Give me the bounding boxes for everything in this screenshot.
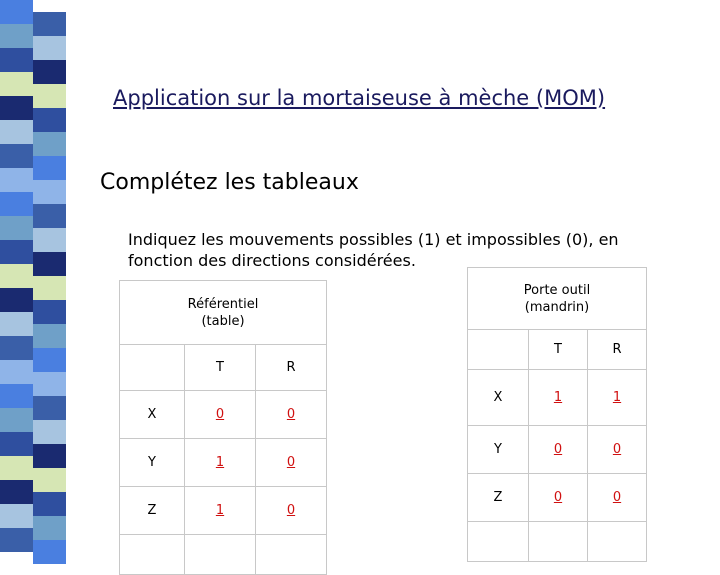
table-corner-cell — [120, 345, 185, 391]
table-header — [120, 281, 327, 345]
strip-tile — [33, 516, 66, 540]
strip-tile — [0, 408, 33, 432]
strip-tile — [0, 240, 33, 264]
table-porte-outil — [467, 267, 647, 562]
strip-tile — [33, 12, 66, 36]
strip-tile — [33, 348, 66, 372]
table-header — [468, 268, 647, 330]
strip-tile — [33, 204, 66, 228]
strip-tile — [0, 504, 33, 528]
strip-tile — [0, 24, 33, 48]
table-row — [120, 391, 327, 439]
strip-tile — [33, 468, 66, 492]
table-row — [468, 370, 647, 426]
strip-tile — [0, 96, 33, 120]
row-label: Y — [120, 439, 185, 487]
strip-tile — [0, 312, 33, 336]
strip-tile — [33, 444, 66, 468]
table-row — [120, 487, 327, 535]
cell-value[interactable]: 1 — [529, 370, 588, 426]
strip-tile — [0, 0, 33, 24]
cell-value[interactable]: 0 — [529, 426, 588, 474]
strip-tile — [0, 288, 33, 312]
strip-tile — [0, 360, 33, 384]
strip-tile — [33, 324, 66, 348]
slide-title: Application sur la mortaiseuse à mèche (MOM) — [113, 86, 606, 110]
strip-tile — [33, 420, 66, 444]
strip-tile — [0, 456, 33, 480]
strip-tile — [33, 180, 66, 204]
row-label: X — [120, 391, 185, 439]
slide-subtitle: Complétez les tableaux — [100, 170, 359, 195]
strip-tile — [33, 132, 66, 156]
strip-tile — [0, 48, 33, 72]
strip-tile — [0, 168, 33, 192]
strip-tile — [33, 84, 66, 108]
strip-tile — [33, 300, 66, 324]
strip-tile — [33, 372, 66, 396]
cell-value[interactable]: 0 — [256, 439, 327, 487]
strip-tile — [33, 108, 66, 132]
row-label: Z — [468, 474, 529, 522]
strip-tile — [33, 396, 66, 420]
table-row — [468, 474, 647, 522]
strip-tile — [0, 432, 33, 456]
cell-value[interactable]: 0 — [256, 391, 327, 439]
header-text: Référentiel (table) — [187, 296, 259, 329]
strip-tile — [0, 384, 33, 408]
decorative-strip — [0, 0, 70, 540]
header-text: Porte outil (mandrin) — [523, 282, 591, 315]
table-corner-cell — [468, 330, 529, 370]
strip-tile — [0, 144, 33, 168]
strip-tile — [33, 60, 66, 84]
strip-tile — [0, 480, 33, 504]
row-label: X — [468, 370, 529, 426]
strip-tile — [33, 36, 66, 60]
cell-value[interactable]: 1 — [185, 439, 256, 487]
cell-value[interactable]: 0 — [529, 474, 588, 522]
strip-tile — [33, 492, 66, 516]
column-header: T — [185, 345, 256, 391]
strip-tile — [0, 120, 33, 144]
strip-tile — [0, 528, 33, 552]
strip-tile — [33, 156, 66, 180]
strip-tile — [0, 192, 33, 216]
strip-tile — [33, 252, 66, 276]
cell-value[interactable]: 0 — [185, 391, 256, 439]
strip-tile — [0, 336, 33, 360]
cell-value[interactable]: 0 — [588, 474, 647, 522]
column-header: R — [588, 330, 647, 370]
instruction-text: Indiquez les mouvements possibles (1) et impossibles (0), en fonction des directions considérées. — [128, 230, 619, 270]
cell-value[interactable]: 1 — [185, 487, 256, 535]
strip-tile — [33, 276, 66, 300]
cell-value[interactable]: 1 — [588, 370, 647, 426]
cell-value[interactable]: 0 — [256, 487, 327, 535]
row-label: Z — [120, 487, 185, 535]
strip-tile — [33, 228, 66, 252]
table-row — [120, 439, 327, 487]
strip-tile — [33, 540, 66, 564]
strip-tile — [0, 264, 33, 288]
table-row — [468, 426, 647, 474]
cell-value[interactable]: 0 — [588, 426, 647, 474]
strip-tile — [0, 72, 33, 96]
column-header: R — [256, 345, 327, 391]
strip-tile — [0, 216, 33, 240]
row-label: Y — [468, 426, 529, 474]
table-referentiel — [119, 280, 327, 575]
column-header: T — [529, 330, 588, 370]
